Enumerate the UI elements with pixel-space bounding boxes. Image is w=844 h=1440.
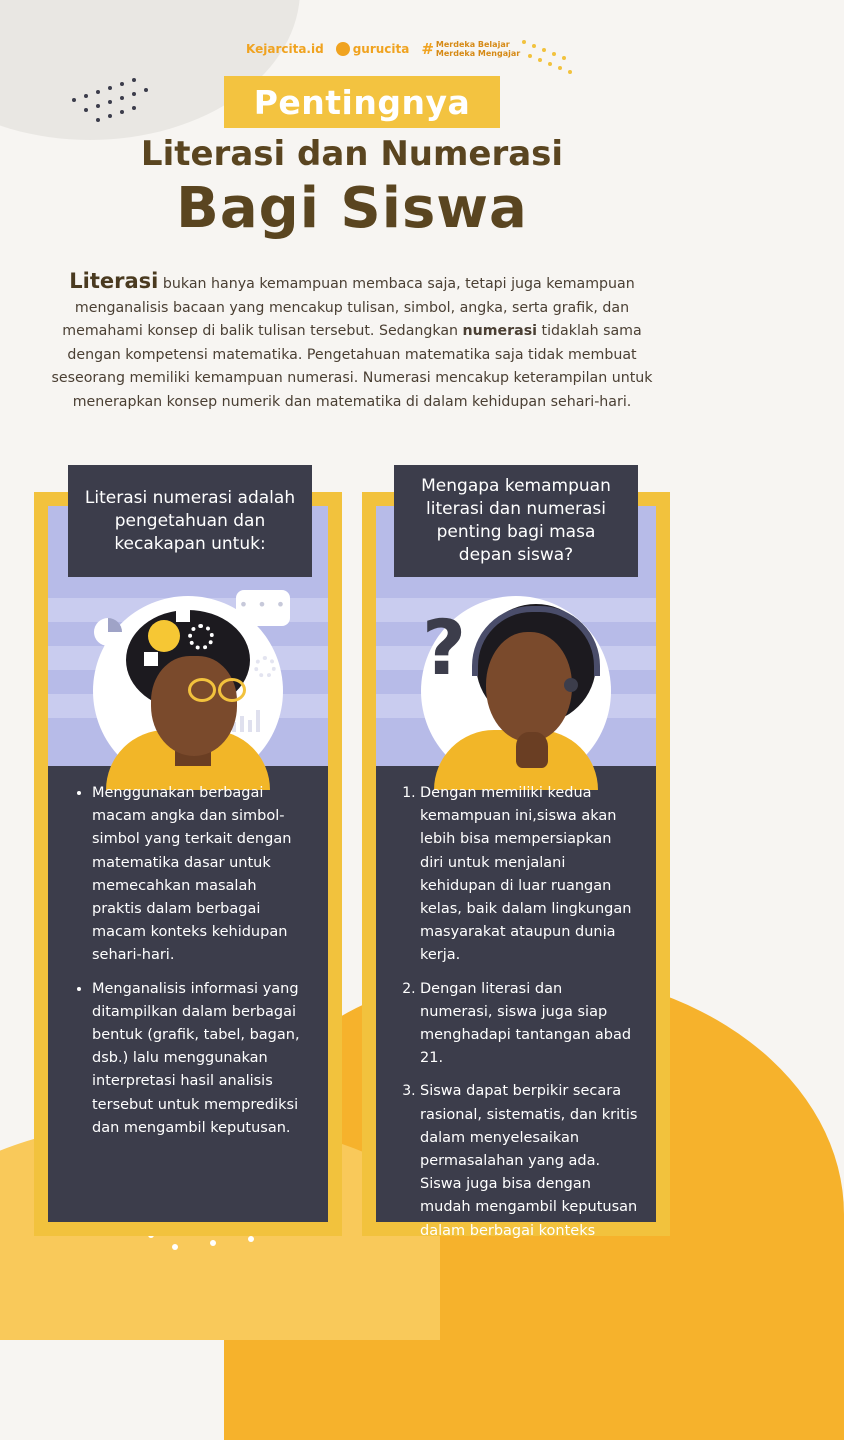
title-line-1: Pentingnya [253,82,471,122]
gurucita-icon [336,42,350,56]
card-right-inner [376,506,656,1239]
hashtag-icon: # [421,39,434,58]
decorative-dots-top-left [72,78,162,128]
intro-bold-numerasi: numerasi [462,323,538,339]
gear-icon [254,656,276,678]
kejarcita-logo: Kejarcita.id [246,42,324,56]
list-item: 2. Dengan literasi dan numerasi, siswa juga siap menghadapi tantangan abad 21. [420,978,638,1071]
intro-lead-word: Literasi [69,269,159,293]
card-left-inner [48,506,328,1222]
list-item: 3. Siswa dapat berpikir secara rasional, sistematis, dan kritis dalam menyelesaikan permasalahan yang ada. Siswa juga bisa dengan mudah mengambil keputusan dalam berbagai konteks [420,1080,638,1242]
gurucita-logo: gurucita [336,42,410,56]
list-item: • Menggunakan berbagai macam angka dan simbol-simbol yang terkait dengan matematika dasar untuk memecahkan masalah praktis dalam berbagai macam konteks kehidupan sehari-hari. [92,782,310,968]
decorative-dots-top-right [522,40,582,80]
partner-logos [246,38,521,60]
title-banner [224,76,500,128]
card-right [362,476,670,1239]
intro-paragraph: Literasi bukan hanya kemampuan membaca saja, tetapi juga kemampuan menganalisis bacaan yang mencakup tulisan, simbol, angka, serta grafik, dan memahami konsep di balik tulisan tersebut. Sedangkan numerasi tidaklah sama dengan kompetensi matematika. Pengetahuan matematika saja tidak membuat seseorang memiliki kemampuan numerasi. Numerasi mencakup keterampilan untuk menerapkan konsep numerik dan matematika di dalam kehidupan sehari-hari. [51,269,653,410]
card-left-list [48,768,328,1150]
thinking-hand [516,732,548,768]
list-item: • Menganalisis informasi yang ditampilkan dalam berbagai bentuk (grafik, tabel, bagan, dsb.) lalu menggunakan interpretasi hasil analisis tersebut untuk memprediksi dan mengambil keputusan. [92,978,310,1140]
pie-chart-icon [94,618,122,646]
card-left [34,487,342,1236]
puzzle-icon [144,652,158,666]
question-mark-icon: ? [422,603,467,692]
title-line-3: Bagi Siswa [176,176,528,241]
gear-icon [188,624,214,650]
earring [564,678,578,692]
list-item: 1. Dengan memiliki kedua kemampuan ini,siswa akan lebih bisa mempersiapkan diri untuk menjalani kehidupan di luar ruangan kelas, baik dalam lingkungan masyarakat ataupun dunia kerja. [420,782,638,968]
speech-bubble-icon: • • • [236,590,290,626]
card-left-heading: Literasi numerasi adalah pengetahuan dan kecakapan untuk: [68,465,312,577]
lightbulb-icon [148,620,180,652]
puzzle-icon [176,608,190,622]
merdeka-logo: # Merdeka Belajar Merdeka Mengajar [421,39,521,58]
title-line-2: Literasi dan Numerasi [140,134,564,174]
card-right-heading: Mengapa kemampuan literasi dan numerasi penting bagi masa depan siswa? [394,465,638,577]
card-right-list [376,768,656,1253]
bar-chart-icon [232,706,268,732]
